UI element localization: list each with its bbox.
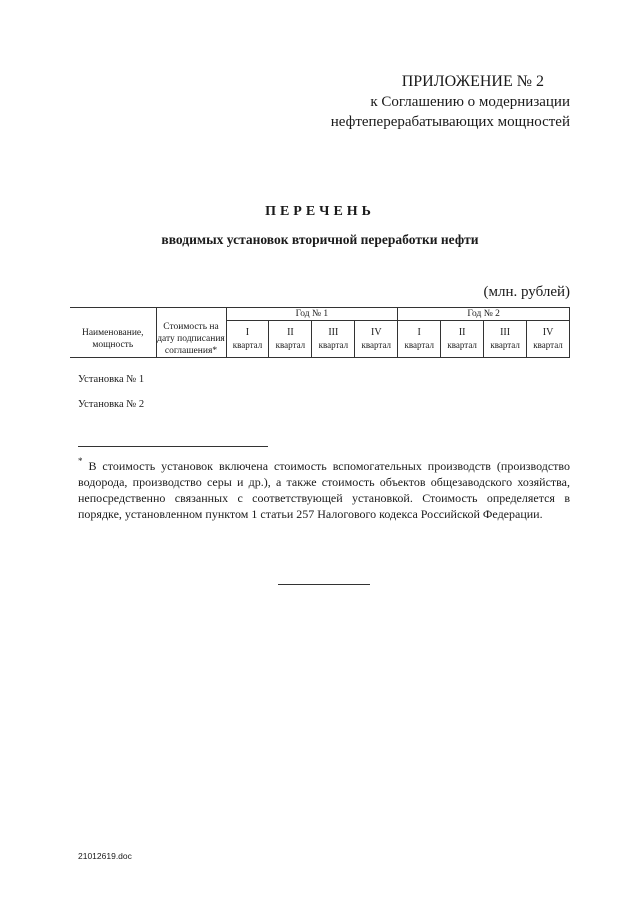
footnote-marker: * (78, 456, 83, 466)
list-item: Установка № 2 (78, 399, 145, 410)
quarter-cell: I квартал (398, 321, 441, 358)
cost-header-top (156, 308, 226, 321)
footnote-text: В стоимость установок включена стоимость вспомогательных производств (производство водорода, производство серы и др.), а также стоимость объектов общезаводского хозяйства, непосредственно связанных с соответствующей установкой. Стоимость определяется в порядке, установленном пунктом 1 статьи 257 Налогового кодекса Российской Федерации. (78, 459, 570, 521)
document-title: ПЕРЕЧЕНЬ (265, 204, 375, 219)
appendix-header (331, 72, 570, 132)
quarter-cell: I квартал (226, 321, 269, 358)
cost-header: Стоимость на дату подписания соглашения* (157, 321, 225, 356)
appendix-reference-cont: нефтеперерабатывающих мощностей (330, 114, 570, 130)
footnote-divider (78, 446, 268, 447)
footnote (78, 453, 570, 522)
year1-header: Год № 1 (226, 308, 398, 321)
quarter-cell: II квартал (441, 321, 484, 358)
quarter-cell: III квартал (484, 321, 527, 358)
name-header: Наименование, мощность (70, 321, 156, 358)
document-subtitle: вводимых установок вторичной переработки нефти (161, 232, 479, 247)
year2-header: Год № 2 (398, 308, 570, 321)
quarter-cell: IV квартал (527, 321, 570, 358)
name-header-top (70, 308, 156, 321)
end-divider (278, 584, 370, 585)
units-label: (млн. рублей) (483, 284, 570, 300)
appendix-reference: к Соглашению о модернизации (370, 94, 570, 110)
list-item: Установка № 1 (78, 374, 145, 385)
investment-table (70, 307, 570, 358)
appendix-number: ПРИЛОЖЕНИЕ № 2 (401, 73, 544, 90)
quarter-cell: II квартал (269, 321, 312, 358)
document-filename: 21012619.doc (78, 851, 132, 861)
quarter-cell: IV квартал (355, 321, 398, 358)
quarter-cell: III квартал (312, 321, 355, 358)
